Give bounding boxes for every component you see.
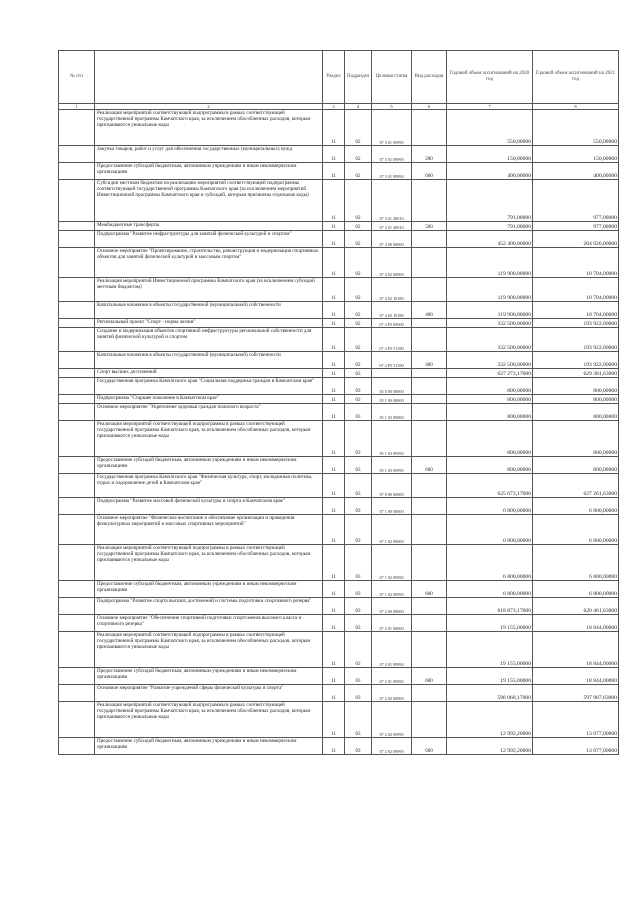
row-amount-2021-cell: 597 967,63000	[533, 685, 619, 702]
row-target-article-cell: 07 3 01 40010	[372, 180, 412, 222]
row-razdel-cell: 11	[323, 632, 345, 668]
row-expense-type-cell	[412, 474, 447, 498]
row-amount-2021-cell: 977,00000	[533, 222, 619, 231]
row-expense-type-cell	[412, 498, 447, 515]
index-cell: 2	[95, 104, 323, 110]
table-row	[59, 515, 619, 545]
row-expense-type-cell	[412, 248, 447, 278]
row-number-cell	[59, 685, 95, 702]
row-target-article-cell: 07 3 01 09990	[372, 146, 412, 163]
table-row	[59, 163, 619, 180]
row-target-article-cell	[372, 369, 412, 378]
index-cell: 5	[372, 104, 412, 110]
index-cell: 6	[412, 104, 447, 110]
row-expense-type-cell: 600	[412, 668, 447, 685]
row-razdel-cell: 11	[323, 702, 345, 738]
row-target-article-cell: 07 3 01 09990	[372, 110, 412, 146]
row-amount-2021-cell: 800,00000	[533, 404, 619, 421]
row-razdel-cell: 11	[323, 738, 345, 755]
row-podrazdel-cell: 03	[345, 598, 372, 615]
row-amount-2020-cell: 6 800,00000	[447, 545, 533, 581]
table-row	[59, 702, 619, 738]
row-number-cell	[59, 222, 95, 231]
row-name-cell: Закупка товаров, работ и услуг для обеспечения государственных (муниципальных) нужд	[95, 146, 323, 163]
row-podrazdel-cell: 03	[345, 515, 372, 545]
table-row	[59, 457, 619, 474]
row-expense-type-cell: 400	[412, 352, 447, 369]
row-name-cell: Спорт высших достижений	[95, 369, 323, 378]
row-name-cell: Подпрограмма "Развитие спорта высших достижений и системы подготовки спортивного резерва"	[95, 598, 323, 615]
row-podrazdel-cell: 03	[345, 685, 372, 702]
row-razdel-cell: 11	[323, 395, 345, 404]
row-expense-type-cell	[412, 319, 447, 328]
row-amount-2021-cell: 193 922,00000	[533, 319, 619, 328]
row-amount-2021-cell: 6 800,00000	[533, 545, 619, 581]
row-podrazdel-cell: 03	[345, 474, 372, 498]
row-amount-2020-cell: 625 673,17000	[447, 474, 533, 498]
row-amount-2021-cell: 193 922,00000	[533, 352, 619, 369]
row-name-cell: Межбюджетные трансферты	[95, 222, 323, 231]
row-amount-2021-cell: 18 844,00000	[533, 615, 619, 632]
row-razdel-cell: 11	[323, 248, 345, 278]
row-amount-2021-cell: 800,00000	[533, 421, 619, 457]
row-amount-2020-cell: 19 155,00000	[447, 668, 533, 685]
row-number-cell	[59, 702, 95, 738]
row-target-article-cell: 07 4 02 10180	[372, 278, 412, 302]
index-cell: 7	[447, 104, 533, 110]
row-expense-type-cell: 500	[412, 222, 447, 231]
row-razdel-cell: 11	[323, 545, 345, 581]
row-name-cell: Предоставление субсидий бюджетным, автономным учреждениям и иным некоммерческим организациям	[95, 163, 323, 180]
row-expense-type-cell	[412, 598, 447, 615]
table-row	[59, 598, 619, 615]
table-row	[59, 474, 619, 498]
row-expense-type-cell	[412, 702, 447, 738]
row-amount-2020-cell: 150,00000	[447, 146, 533, 163]
row-expense-type-cell: 600	[412, 457, 447, 474]
table-row	[59, 378, 619, 395]
header-amount-2021: Годовой объем ассигнований на 2021 год	[533, 51, 619, 104]
row-razdel-cell: 11	[323, 668, 345, 685]
table-row	[59, 668, 619, 685]
row-razdel-cell: 11	[323, 180, 345, 222]
row-amount-2020-cell: 800,00000	[447, 404, 533, 421]
row-podrazdel-cell: 02	[345, 352, 372, 369]
row-amount-2021-cell: 800,00000	[533, 457, 619, 474]
row-number-cell	[59, 498, 95, 515]
row-podrazdel-cell: 02	[345, 319, 372, 328]
row-target-article-cell: 07 1 02 09990	[372, 545, 412, 581]
row-razdel-cell: 11	[323, 474, 345, 498]
row-name-cell: Основное мероприятие "Развитие учреждений сферы физической культуры и спорта"	[95, 685, 323, 702]
row-razdel-cell: 11	[323, 378, 345, 395]
row-number-cell	[59, 278, 95, 302]
row-number-cell	[59, 457, 95, 474]
row-name-cell: Создание и модернизация объектов спортивной инфраструктуры региональной собственности для занятий физической культурой и спортом	[95, 328, 323, 352]
row-name-cell: Подпрограмма "Старшее поколение в Камчатском крае"	[95, 395, 323, 404]
table-row	[59, 545, 619, 581]
row-number-cell	[59, 352, 95, 369]
row-razdel-cell: 11	[323, 222, 345, 231]
row-number-cell	[59, 421, 95, 457]
row-razdel-cell: 11	[323, 110, 345, 146]
row-amount-2021-cell: 13 077,00000	[533, 702, 619, 738]
table-row	[59, 581, 619, 598]
row-number-cell	[59, 319, 95, 328]
row-podrazdel-cell: 02	[345, 302, 372, 319]
row-target-article-cell: 07 3 01 09990	[372, 163, 412, 180]
table-row	[59, 231, 619, 248]
row-name-cell: Реализация мероприятий соответствующей подпрограммы в рамках соответствующей государственной программы Камчатского края, за исключением обособленных расходов, которым присваиваются уникальные коды	[95, 421, 323, 457]
row-amount-2021-cell: 10 704,00000	[533, 302, 619, 319]
row-expense-type-cell	[412, 378, 447, 395]
row-amount-2020-cell: 6 800,00000	[447, 498, 533, 515]
header-podrazdel: Подраздел	[345, 51, 372, 104]
index-cell: 8	[533, 104, 619, 110]
row-target-article-cell: 07 2 01 00000	[372, 615, 412, 632]
row-amount-2020-cell: 332 500,00000	[447, 319, 533, 328]
row-expense-type-cell	[412, 545, 447, 581]
row-target-article-cell: 07 4 00 00000	[372, 231, 412, 248]
row-number-cell	[59, 581, 95, 598]
row-razdel-cell: 11	[323, 685, 345, 702]
row-expense-type-cell: 600	[412, 738, 447, 755]
index-cell: 4	[345, 104, 372, 110]
row-amount-2021-cell: 204 626,00000	[533, 231, 619, 248]
row-amount-2020-cell: 119 900,00000	[447, 278, 533, 302]
row-amount-2020-cell: 627 273,17000	[447, 369, 533, 378]
row-expense-type-cell	[412, 632, 447, 668]
row-number-cell	[59, 378, 95, 395]
table-row	[59, 421, 619, 457]
row-razdel-cell: 11	[323, 163, 345, 180]
index-cell: 3	[323, 104, 345, 110]
row-razdel-cell: 11	[323, 404, 345, 421]
row-podrazdel-cell: 03	[345, 395, 372, 404]
table-header-row	[59, 51, 619, 104]
row-amount-2020-cell: 618 873,17000	[447, 598, 533, 615]
row-amount-2021-cell: 620 461,63000	[533, 598, 619, 615]
row-target-article-cell: 07 2 02 09990	[372, 738, 412, 755]
row-podrazdel-cell: 02	[345, 248, 372, 278]
row-amount-2020-cell: 596 068,17000	[447, 685, 533, 702]
row-razdel-cell: 11	[323, 146, 345, 163]
row-amount-2021-cell: 13 077,00000	[533, 738, 619, 755]
row-podrazdel-cell: 03	[345, 738, 372, 755]
row-amount-2021-cell: 6 800,00000	[533, 498, 619, 515]
table-body	[59, 104, 619, 755]
row-expense-type-cell	[412, 231, 447, 248]
row-expense-type-cell	[412, 404, 447, 421]
row-amount-2021-cell: 150,00000	[533, 146, 619, 163]
row-name-cell: Реализация мероприятий соответствующей подпрограммы в рамках соответствующей государственной программы Камчатского края, за исключением обособленных расходов, которым присваиваются уникальные коды	[95, 702, 323, 738]
table-row	[59, 685, 619, 702]
row-podrazdel-cell: 02	[345, 231, 372, 248]
row-target-article-cell: 07 4 02 00000	[372, 248, 412, 278]
row-razdel-cell: 11	[323, 615, 345, 632]
row-name-cell: Основное мероприятие "Обеспечение спортивной подготовки спортсменов высокого класса и спортивного резерва"	[95, 615, 323, 632]
header-razdel: Раздел	[323, 51, 345, 104]
row-name-cell: Основное мероприятие "Укрепление здоровья граждан пожилого возраста"	[95, 404, 323, 421]
row-expense-type-cell: 200	[412, 146, 447, 163]
row-number-cell	[59, 738, 95, 755]
row-razdel-cell: 11	[323, 369, 345, 378]
row-amount-2021-cell: 629 381,63000	[533, 369, 619, 378]
row-podrazdel-cell: 02	[345, 222, 372, 231]
row-podrazdel-cell: 03	[345, 545, 372, 581]
row-expense-type-cell: 600	[412, 581, 447, 598]
row-number-cell	[59, 598, 95, 615]
table-row	[59, 738, 619, 755]
row-expense-type-cell	[412, 685, 447, 702]
row-amount-2021-cell: 977,00000	[533, 180, 619, 222]
row-name-cell: Капитальные вложения в объекты государственной (муниципальной) собственности	[95, 302, 323, 319]
row-target-article-cell: 07 1 02 09990	[372, 581, 412, 598]
row-target-article-cell: 07 2 01 09990	[372, 668, 412, 685]
row-name-cell: Субсидии местным бюджетам на реализацию мероприятий соответствующей подпрограммы соответствующей государственной программы Камчатского края (за исключением мероприятий Инвестиционной программы Камчатского края и субсидий, которым присвоены отдельные коды)	[95, 180, 323, 222]
row-amount-2021-cell: 627 261,63000	[533, 474, 619, 498]
row-amount-2021-cell: 10 704,00000	[533, 278, 619, 302]
row-number-cell	[59, 163, 95, 180]
row-target-article-cell: 05 1 03 09990	[372, 421, 412, 457]
row-amount-2020-cell: 19 155,00000	[447, 615, 533, 632]
row-name-cell: Основное мероприятие "Физическое воспитание и обеспечение организации и проведения физкультурных мероприятий и массовых спортивных мероприятий"	[95, 515, 323, 545]
row-amount-2020-cell: 800,00000	[447, 421, 533, 457]
row-target-article-cell: 07 2 02 00000	[372, 685, 412, 702]
row-number-cell	[59, 231, 95, 248]
row-number-cell	[59, 395, 95, 404]
table-row	[59, 278, 619, 302]
table-row	[59, 395, 619, 404]
row-target-article-cell: 07 2 00 00000	[372, 598, 412, 615]
row-number-cell	[59, 545, 95, 581]
table-row	[59, 328, 619, 352]
row-name-cell: Государственная программа Камчатского края "Физическая культура, спорт, молодежная политика, отдых и оздоровление детей в Камчатском крае"	[95, 474, 323, 498]
row-amount-2020-cell: 791,00000	[447, 222, 533, 231]
row-amount-2020-cell: 791,00000	[447, 180, 533, 222]
row-number-cell	[59, 248, 95, 278]
row-amount-2021-cell: 18 844,00000	[533, 632, 619, 668]
row-razdel-cell: 11	[323, 457, 345, 474]
row-target-article-cell: 07 2 01 09990	[372, 632, 412, 668]
row-target-article-cell: 05 1 03 00000	[372, 404, 412, 421]
row-amount-2021-cell: 6 800,00000	[533, 515, 619, 545]
row-amount-2020-cell: 332 500,00000	[447, 352, 533, 369]
row-amount-2020-cell: 800,00000	[447, 457, 533, 474]
row-target-article-cell: 07 1 02 00000	[372, 515, 412, 545]
row-podrazdel-cell: 02	[345, 110, 372, 146]
row-podrazdel-cell: 03	[345, 457, 372, 474]
row-target-article-cell: 07 0 00 00000	[372, 474, 412, 498]
row-name-cell: Подпрограмма "Развитие массовой физической культуры и спорта в Камчатском крае"	[95, 498, 323, 515]
row-amount-2020-cell: 800,00000	[447, 378, 533, 395]
row-razdel-cell: 11	[323, 598, 345, 615]
row-name-cell: Реализация мероприятий соответствующей подпрограммы в рамках соответствующей государственной программы Камчатского края, за исключением обособленных расходов, которым присваиваются уникальные коды	[95, 110, 323, 146]
row-name-cell: Основное мероприятие "Проектирование, строительство, реконструкция и модернизация спортивных объектов для занятий физической культурой и массовым спортом"	[95, 248, 323, 278]
row-podrazdel-cell: 02	[345, 278, 372, 302]
row-expense-type-cell	[412, 395, 447, 404]
table-row	[59, 615, 619, 632]
row-target-article-cell: 05 1 00 00000	[372, 395, 412, 404]
row-expense-type-cell	[412, 615, 447, 632]
row-podrazdel-cell: 03	[345, 378, 372, 395]
table-row	[59, 319, 619, 328]
row-target-article-cell: 07 3 01 40010	[372, 222, 412, 231]
header-number: № п/п	[59, 51, 95, 104]
row-name-cell: Государственная программа Камчатского края "Социальная поддержка граждан в Камчатском крае"	[95, 378, 323, 395]
row-name-cell: Предоставление субсидий бюджетным, автономным учреждениям и иным некоммерческим организациям	[95, 738, 323, 755]
row-amount-2021-cell: 6 800,00000	[533, 581, 619, 598]
budget-table-sheet	[58, 50, 618, 755]
row-razdel-cell: 11	[323, 231, 345, 248]
table-row	[59, 248, 619, 278]
header-amount-2020: Годовой объем ассигнований на 2020 год	[447, 51, 533, 104]
row-target-article-cell: 07 4 P5 00000	[372, 319, 412, 328]
row-amount-2020-cell: 12 992,20000	[447, 702, 533, 738]
row-name-cell: Капитальные вложения в объекты государственной (муниципальной) собственности	[95, 352, 323, 369]
table-row	[59, 369, 619, 378]
row-target-article-cell: 07 4 P5 51390	[372, 352, 412, 369]
table-row	[59, 302, 619, 319]
row-podrazdel-cell: 03	[345, 369, 372, 378]
row-expense-type-cell	[412, 110, 447, 146]
row-expense-type-cell	[412, 180, 447, 222]
row-amount-2020-cell: 119 900,00000	[447, 302, 533, 319]
row-number-cell	[59, 668, 95, 685]
row-razdel-cell: 11	[323, 421, 345, 457]
row-target-article-cell: 05 1 03 09990	[372, 457, 412, 474]
row-amount-2020-cell: 332 500,00000	[447, 328, 533, 352]
row-number-cell	[59, 180, 95, 222]
row-number-cell	[59, 110, 95, 146]
row-amount-2020-cell: 550,00000	[447, 110, 533, 146]
row-razdel-cell: 11	[323, 515, 345, 545]
row-razdel-cell: 11	[323, 498, 345, 515]
index-cell: 1	[59, 104, 95, 110]
row-podrazdel-cell: 03	[345, 615, 372, 632]
header-name	[95, 51, 323, 104]
row-number-cell	[59, 146, 95, 163]
row-target-article-cell: 07 4 P5 51390	[372, 328, 412, 352]
table-row	[59, 180, 619, 222]
row-amount-2020-cell: 400,00000	[447, 163, 533, 180]
row-razdel-cell: 11	[323, 352, 345, 369]
row-name-cell: Предоставление субсидий бюджетным, автономным учреждениям и иным некоммерческим организациям	[95, 457, 323, 474]
row-expense-type-cell	[412, 328, 447, 352]
row-podrazdel-cell: 03	[345, 421, 372, 457]
table-row	[59, 498, 619, 515]
row-podrazdel-cell: 02	[345, 146, 372, 163]
row-amount-2020-cell: 12 992,20000	[447, 738, 533, 755]
row-expense-type-cell	[412, 278, 447, 302]
row-number-cell	[59, 632, 95, 668]
table-row	[59, 352, 619, 369]
row-amount-2021-cell: 800,00000	[533, 395, 619, 404]
table-row	[59, 110, 619, 146]
table-row	[59, 146, 619, 163]
row-podrazdel-cell: 02	[345, 163, 372, 180]
row-amount-2020-cell: 6 800,00000	[447, 581, 533, 598]
row-amount-2021-cell: 18 844,00000	[533, 668, 619, 685]
row-amount-2021-cell: 550,00000	[533, 110, 619, 146]
row-target-article-cell: 07 4 02 10180	[372, 302, 412, 319]
row-amount-2020-cell: 119 900,00000	[447, 248, 533, 278]
row-podrazdel-cell: 03	[345, 632, 372, 668]
row-amount-2021-cell: 400,00000	[533, 163, 619, 180]
header-expense-type: Вид расходов	[412, 51, 447, 104]
row-amount-2021-cell: 800,00000	[533, 378, 619, 395]
row-amount-2020-cell: 800,00000	[447, 395, 533, 404]
row-name-cell: Реализация мероприятий соответствующей подпрограммы в рамках соответствующей государственной программы Камчатского края, за исключением обособленных расходов, которым присваиваются уникальные коды	[95, 632, 323, 668]
row-podrazdel-cell: 03	[345, 702, 372, 738]
row-expense-type-cell: 400	[412, 302, 447, 319]
row-podrazdel-cell: 03	[345, 498, 372, 515]
row-amount-2021-cell: 193 922,00000	[533, 328, 619, 352]
row-target-article-cell: 05 0 00 00000	[372, 378, 412, 395]
table-row	[59, 404, 619, 421]
row-razdel-cell: 11	[323, 278, 345, 302]
row-name-cell: Подпрограмма "Развитие инфраструктуры для занятий физической культурой и спортом"	[95, 231, 323, 248]
row-number-cell	[59, 328, 95, 352]
row-razdel-cell: 11	[323, 302, 345, 319]
row-podrazdel-cell: 02	[345, 180, 372, 222]
row-podrazdel-cell: 02	[345, 328, 372, 352]
row-amount-2020-cell: 19 155,00000	[447, 632, 533, 668]
row-number-cell	[59, 515, 95, 545]
row-expense-type-cell: 600	[412, 163, 447, 180]
header-target-article: Целевая статья	[372, 51, 412, 104]
row-name-cell: Предоставление субсидий бюджетным, автономным учреждениям и иным некоммерческим организациям	[95, 581, 323, 598]
row-number-cell	[59, 369, 95, 378]
row-amount-2020-cell: 452 400,00000	[447, 231, 533, 248]
row-number-cell	[59, 404, 95, 421]
table-row	[59, 222, 619, 231]
row-number-cell	[59, 615, 95, 632]
row-name-cell: Реализация мероприятий Инвестиционной программы Камчатского края (за исключением субсидий местным бюджетам)	[95, 278, 323, 302]
row-podrazdel-cell: 03	[345, 581, 372, 598]
row-number-cell	[59, 302, 95, 319]
row-amount-2020-cell: 6 800,00000	[447, 515, 533, 545]
row-razdel-cell: 11	[323, 319, 345, 328]
row-expense-type-cell	[412, 369, 447, 378]
row-expense-type-cell	[412, 421, 447, 457]
row-razdel-cell: 11	[323, 328, 345, 352]
row-amount-2021-cell: 10 704,00000	[533, 248, 619, 278]
row-target-article-cell: 07 2 02 09990	[372, 702, 412, 738]
row-name-cell: Региональный проект "Спорт - норма жизни"	[95, 319, 323, 328]
row-name-cell: Предоставление субсидий бюджетным, автономным учреждениям и иным некоммерческим организациям	[95, 668, 323, 685]
row-podrazdel-cell: 03	[345, 668, 372, 685]
table-row	[59, 632, 619, 668]
row-name-cell: Реализация мероприятий соответствующей подпрограммы в рамках соответствующей государственной программы Камчатского края, за исключением обособленных расходов, которым присваиваются уникальные коды	[95, 545, 323, 581]
row-target-article-cell: 07 1 00 00000	[372, 498, 412, 515]
row-expense-type-cell	[412, 515, 447, 545]
row-razdel-cell: 11	[323, 581, 345, 598]
row-podrazdel-cell: 03	[345, 404, 372, 421]
budget-table	[58, 50, 619, 755]
row-number-cell	[59, 474, 95, 498]
